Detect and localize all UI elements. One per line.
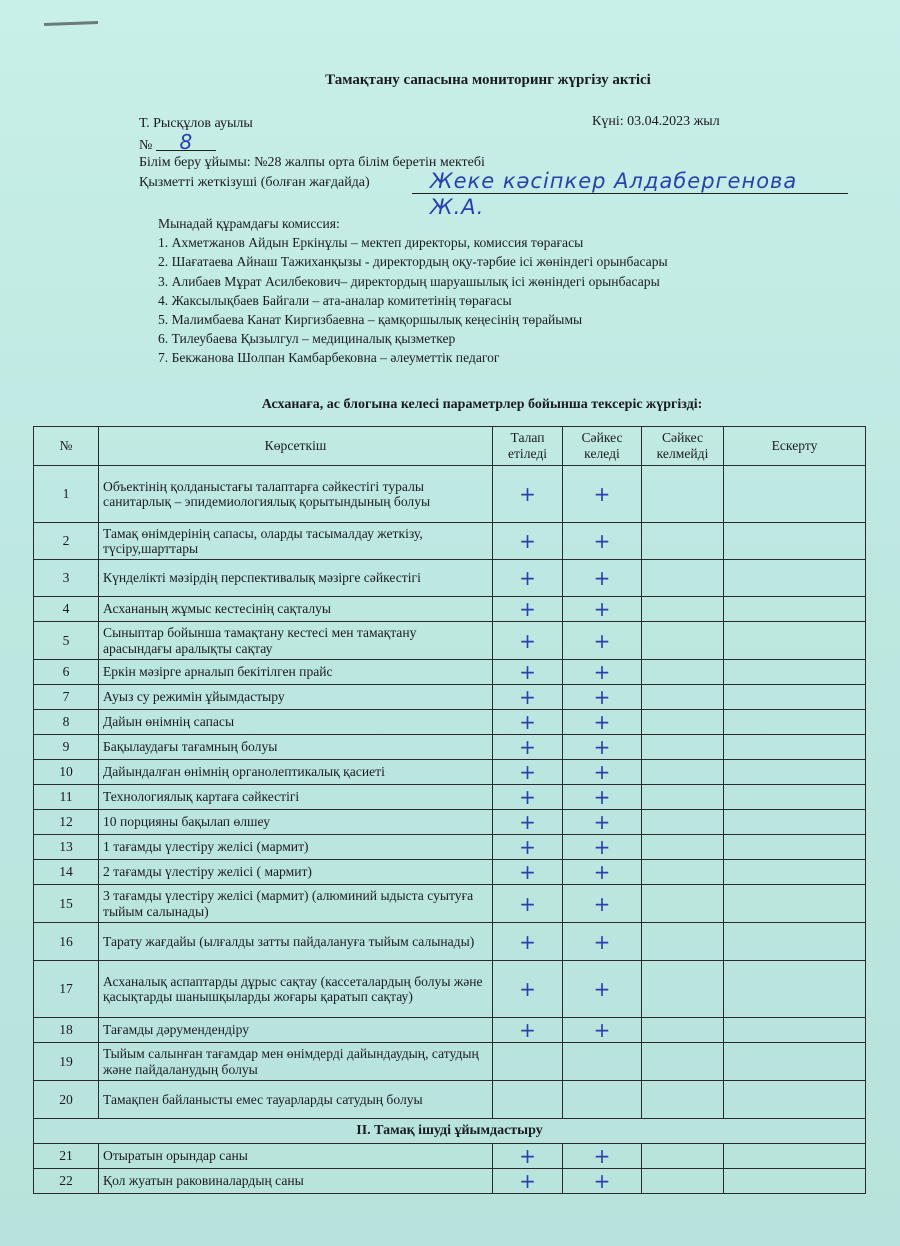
table-row bbox=[34, 1043, 866, 1081]
row-number: 1 bbox=[34, 466, 99, 523]
row-not-complies bbox=[642, 1081, 724, 1119]
row-not-complies bbox=[642, 735, 724, 760]
row-indicator: 3 тағамды үлестіру желісі (мармит) (алюминий ыдыста суытуға тыйым салынады) bbox=[99, 885, 493, 923]
commission-member: 2. Шағатаева Айнаш Тажиханқызы - директордың оқу-тәрбие ісі жөніндегі орынбасары bbox=[158, 254, 668, 270]
row-number: 5 bbox=[34, 622, 99, 660]
row-complies-mark: + bbox=[563, 1169, 642, 1194]
table-row bbox=[34, 810, 866, 835]
date-label: Күні: 03.04.2023 жыл bbox=[592, 114, 720, 129]
row-not-complies bbox=[642, 885, 724, 923]
row-required-mark: + bbox=[493, 685, 563, 710]
row-required-mark: + bbox=[493, 810, 563, 835]
row-not-complies bbox=[642, 466, 724, 523]
village-label: Т. Рысқұлов ауылы bbox=[139, 116, 253, 131]
row-note bbox=[724, 622, 866, 660]
row-note bbox=[724, 885, 866, 923]
row-indicator: Қол жуатын раковиналардың саны bbox=[99, 1169, 493, 1194]
row-number: 4 bbox=[34, 597, 99, 622]
row-required-mark: + bbox=[493, 523, 563, 560]
row-required-mark: + bbox=[493, 466, 563, 523]
table-row bbox=[34, 660, 866, 685]
row-number: 12 bbox=[34, 810, 99, 835]
row-complies-mark: + bbox=[563, 523, 642, 560]
row-required-mark: + bbox=[493, 735, 563, 760]
row-not-complies bbox=[642, 961, 724, 1018]
row-not-complies bbox=[642, 923, 724, 961]
school-label: Білім беру ұйымы: №28 жалпы орта білім беретін мектебі bbox=[139, 155, 485, 170]
row-number: 13 bbox=[34, 835, 99, 860]
row-indicator: Ауыз су режимін ұйымдастыру bbox=[99, 685, 493, 710]
row-note bbox=[724, 560, 866, 597]
row-number: 2 bbox=[34, 523, 99, 560]
row-number: 19 bbox=[34, 1043, 99, 1081]
row-note bbox=[724, 1043, 866, 1081]
header-complies: Сәйкес келеді bbox=[563, 427, 642, 466]
table-row bbox=[34, 685, 866, 710]
row-complies-mark: + bbox=[563, 810, 642, 835]
inspection-table bbox=[33, 426, 866, 1194]
row-indicator: Тағамды дәрумендендіру bbox=[99, 1018, 493, 1043]
section2-title: II. Тамақ ішуді ұйымдастыру bbox=[34, 1119, 866, 1144]
row-required-mark: + bbox=[493, 885, 563, 923]
row-complies-mark: + bbox=[563, 760, 642, 785]
row-number: 6 bbox=[34, 660, 99, 685]
document-title: Тамақтану сапасына мониторинг жүргізу актісі bbox=[325, 72, 651, 88]
row-indicator: Технологиялық картаға сәйкестігі bbox=[99, 785, 493, 810]
row-number: 10 bbox=[34, 760, 99, 785]
row-not-complies bbox=[642, 660, 724, 685]
row-complies-mark: + bbox=[563, 735, 642, 760]
header-required: Талап етіледі bbox=[493, 427, 563, 466]
row-indicator: Асханалық аспаптарды дұрыс сақтау (кассеталардың болуы және қасықтарды шанышқыларды жоғары қаратып сақтау) bbox=[99, 961, 493, 1018]
table-row bbox=[34, 785, 866, 810]
row-number: 8 bbox=[34, 710, 99, 735]
row-note bbox=[724, 1081, 866, 1119]
row-not-complies bbox=[642, 597, 724, 622]
number-value: 8 bbox=[156, 134, 216, 151]
row-note bbox=[724, 760, 866, 785]
row-number: 11 bbox=[34, 785, 99, 810]
row-note bbox=[724, 710, 866, 735]
row-indicator: Тарату жағдайы (ылғалды затты пайдалануға тыйым салынады) bbox=[99, 923, 493, 961]
table-row bbox=[34, 560, 866, 597]
row-indicator: 2 тағамды үлестіру желісі ( мармит) bbox=[99, 860, 493, 885]
number-label: № bbox=[139, 138, 153, 153]
row-complies-mark: + bbox=[563, 1144, 642, 1169]
table-row bbox=[34, 961, 866, 1018]
paper-tear-mark bbox=[44, 21, 98, 26]
row-complies-mark: + bbox=[563, 710, 642, 735]
row-note bbox=[724, 523, 866, 560]
row-note bbox=[724, 685, 866, 710]
row-number: 18 bbox=[34, 1018, 99, 1043]
row-note bbox=[724, 860, 866, 885]
row-note bbox=[724, 466, 866, 523]
row-required-mark: + bbox=[493, 961, 563, 1018]
provider-label: Қызметті жеткізуші (болған жағдайда) bbox=[139, 175, 370, 190]
row-complies-mark: + bbox=[563, 466, 642, 523]
row-not-complies bbox=[642, 835, 724, 860]
row-indicator: Тыйым салынған тағамдар мен өнімдерді дайындаудың, сатудың және пайдаланудың болуы bbox=[99, 1043, 493, 1081]
row-note bbox=[724, 1018, 866, 1043]
header-indicator: Көрсеткіш bbox=[99, 427, 493, 466]
table-row bbox=[34, 760, 866, 785]
row-indicator: Күнделікті мәзірдің перспективалық мәзірге сәйкестігі bbox=[99, 560, 493, 597]
table-row bbox=[34, 1169, 866, 1194]
row-required-mark: + bbox=[493, 835, 563, 860]
row-complies-mark: + bbox=[563, 685, 642, 710]
table-row bbox=[34, 466, 866, 523]
row-complies-mark: + bbox=[563, 835, 642, 860]
commission-intro: Мынадай құрамдағы комиссия: bbox=[158, 216, 340, 231]
row-required-mark: + bbox=[493, 597, 563, 622]
row-number: 22 bbox=[34, 1169, 99, 1194]
row-note bbox=[724, 1144, 866, 1169]
row-complies-mark: + bbox=[563, 961, 642, 1018]
table-row bbox=[34, 860, 866, 885]
row-required-mark: + bbox=[493, 622, 563, 660]
row-note bbox=[724, 597, 866, 622]
row-complies-mark: + bbox=[563, 860, 642, 885]
row-required-mark: + bbox=[493, 1018, 563, 1043]
table-row bbox=[34, 835, 866, 860]
row-required-mark: + bbox=[493, 1169, 563, 1194]
act-number bbox=[139, 130, 216, 154]
row-not-complies bbox=[642, 860, 724, 885]
row-complies-mark: + bbox=[563, 1018, 642, 1043]
row-not-complies bbox=[642, 785, 724, 810]
table-row bbox=[34, 885, 866, 923]
row-not-complies bbox=[642, 560, 724, 597]
row-indicator: Сыныптар бойынша тамақтану кестесі мен тамақтану арасындағы аралықты сақтау bbox=[99, 622, 493, 660]
row-required-mark: + bbox=[493, 1144, 563, 1169]
row-note bbox=[724, 1169, 866, 1194]
row-not-complies bbox=[642, 710, 724, 735]
row-required-mark: + bbox=[493, 660, 563, 685]
row-number: 9 bbox=[34, 735, 99, 760]
table-row bbox=[34, 710, 866, 735]
row-required-mark: + bbox=[493, 710, 563, 735]
commission-member: 4. Жаксылықбаев Байгали – ата-аналар комитетінің төрағасы bbox=[158, 292, 512, 308]
header-not-complies: Сәйкес келмейді bbox=[642, 427, 724, 466]
row-number: 7 bbox=[34, 685, 99, 710]
row-indicator: Отыратын орындар саны bbox=[99, 1144, 493, 1169]
row-not-complies bbox=[642, 1169, 724, 1194]
table-header-row bbox=[34, 427, 866, 466]
row-not-complies bbox=[642, 523, 724, 560]
row-not-complies bbox=[642, 760, 724, 785]
commission-member: 3. Алибаев Мұрат Асилбекович– директордың шаруашылық ісі жөніндегі орынбасары bbox=[158, 273, 660, 289]
table-row bbox=[34, 735, 866, 760]
table-row bbox=[34, 523, 866, 560]
row-complies-mark bbox=[563, 1081, 642, 1119]
commission-member: 6. Тилеубаева Қызылгул – медициналық қызметкер bbox=[158, 331, 456, 347]
row-note bbox=[724, 923, 866, 961]
row-indicator: Бақылаудағы тағамның болуы bbox=[99, 735, 493, 760]
row-note bbox=[724, 835, 866, 860]
commission-list bbox=[158, 214, 668, 368]
row-complies-mark: + bbox=[563, 660, 642, 685]
row-required-mark: + bbox=[493, 760, 563, 785]
row-required-mark bbox=[493, 1043, 563, 1081]
commission-member: 7. Бекжанова Шолпан Камбарбековна – әлеуметтік педагог bbox=[158, 350, 500, 366]
row-complies-mark: + bbox=[563, 785, 642, 810]
row-indicator: Дайындалған өнімнің органолептикалық қасиеті bbox=[99, 760, 493, 785]
row-not-complies bbox=[642, 622, 724, 660]
row-note bbox=[724, 785, 866, 810]
row-required-mark bbox=[493, 1081, 563, 1119]
row-indicator: 1 тағамды үлестіру желісі (мармит) bbox=[99, 835, 493, 860]
table-row bbox=[34, 1018, 866, 1043]
row-note bbox=[724, 660, 866, 685]
table-row bbox=[34, 1144, 866, 1169]
header-num: № bbox=[34, 427, 99, 466]
row-number: 21 bbox=[34, 1144, 99, 1169]
row-number: 17 bbox=[34, 961, 99, 1018]
row-number: 3 bbox=[34, 560, 99, 597]
row-note bbox=[724, 961, 866, 1018]
commission-member: 1. Ахметжанов Айдын Еркінұлы – мектеп директоры, комиссия төрағасы bbox=[158, 235, 584, 251]
row-number: 15 bbox=[34, 885, 99, 923]
row-indicator: Тамақ өнімдерінің сапасы, оларды тасымалдау жеткізу, түсіру,шарттары bbox=[99, 523, 493, 560]
row-complies-mark: + bbox=[563, 923, 642, 961]
table-row bbox=[34, 923, 866, 961]
header-note: Ескерту bbox=[724, 427, 866, 466]
row-complies-mark: + bbox=[563, 885, 642, 923]
section-row bbox=[34, 1119, 866, 1144]
row-complies-mark: + bbox=[563, 622, 642, 660]
row-not-complies bbox=[642, 810, 724, 835]
row-indicator: Дайын өнімнің сапасы bbox=[99, 710, 493, 735]
row-not-complies bbox=[642, 685, 724, 710]
table-heading: Асханаға, ас блогына келесі параметрлер бойынша тексеріс жүргізді: bbox=[261, 397, 703, 412]
row-required-mark: + bbox=[493, 923, 563, 961]
row-not-complies bbox=[642, 1043, 724, 1081]
row-number: 20 bbox=[34, 1081, 99, 1119]
row-indicator: 10 порцияны бақылап өлшеу bbox=[99, 810, 493, 835]
row-note bbox=[724, 735, 866, 760]
commission-member: 5. Малимбаева Канат Киргизбаевна – қамқоршылық кеңесінің төрайымы bbox=[158, 312, 583, 328]
provider-value: Жеке кәсіпкер Алдабергенова Ж.А. bbox=[412, 168, 848, 194]
table-row bbox=[34, 622, 866, 660]
row-complies-mark: + bbox=[563, 560, 642, 597]
row-number: 14 bbox=[34, 860, 99, 885]
row-required-mark: + bbox=[493, 785, 563, 810]
row-required-mark: + bbox=[493, 860, 563, 885]
row-complies-mark bbox=[563, 1043, 642, 1081]
row-not-complies bbox=[642, 1018, 724, 1043]
row-indicator: Еркін мәзірге арналып бекітілген прайс bbox=[99, 660, 493, 685]
row-indicator: Асхананың жұмыс кестесінің сақталуы bbox=[99, 597, 493, 622]
row-note bbox=[724, 810, 866, 835]
row-indicator: Объектінің қолданыстағы талаптарға сәйкестігі туралы санитарлық – эпидемиологиялық қорытындының болуы bbox=[99, 466, 493, 523]
row-number: 16 bbox=[34, 923, 99, 961]
table-row bbox=[34, 1081, 866, 1119]
row-complies-mark: + bbox=[563, 597, 642, 622]
row-indicator: Тамақпен байланысты емес тауарларды сатудың болуы bbox=[99, 1081, 493, 1119]
row-required-mark: + bbox=[493, 560, 563, 597]
table-row bbox=[34, 597, 866, 622]
row-not-complies bbox=[642, 1144, 724, 1169]
